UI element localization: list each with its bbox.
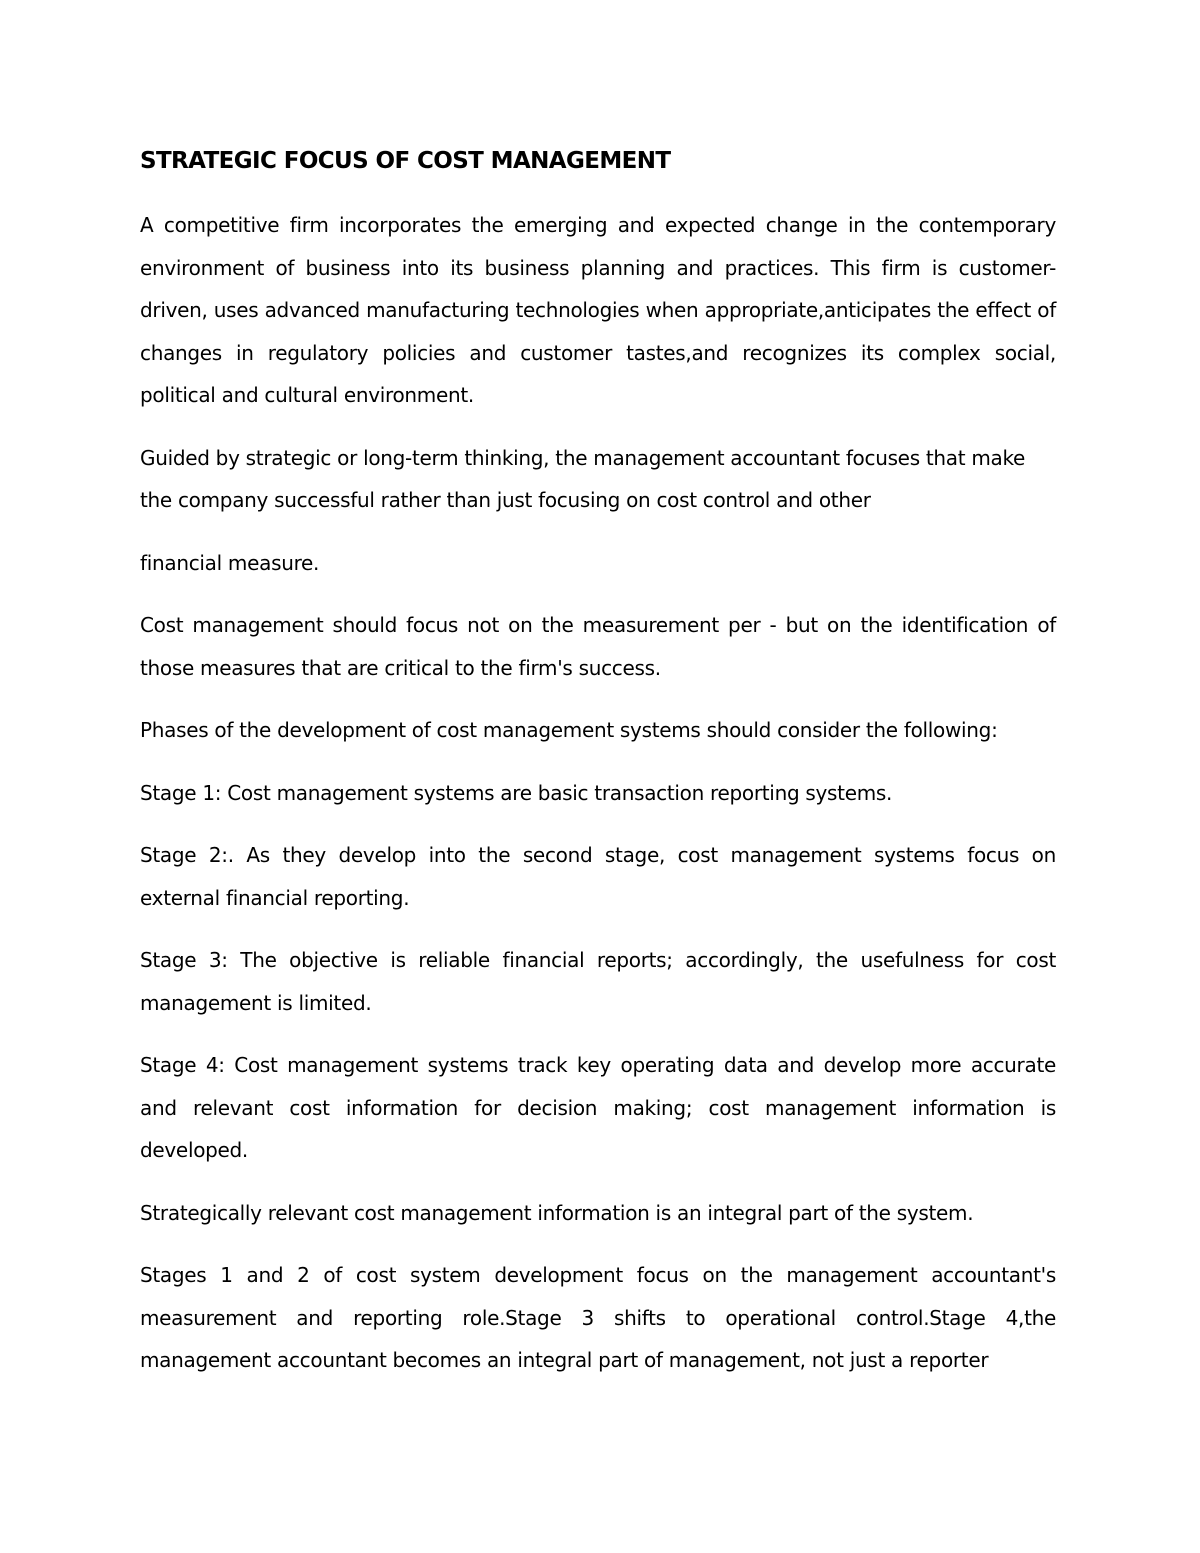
document-page [140,140,1056,1402]
paragraph-stage-1: Stage 1: Cost management systems are basic transaction reporting systems. [140,780,893,805]
paragraph-stages-summary: Stages 1 and 2 of cost system development focus on the management accountant's measurement and reporting role.Stage 3 shifts to operational control.Stage 4,the management accountant becomes an integral part of management, not just a reporter [140,1263,1056,1372]
document-title: STRATEGIC FOCUS OF COST MANAGEMENT [140,148,671,174]
paragraph-strategically-relevant: Strategically relevant cost management information is an integral part of the system. [140,1200,974,1225]
paragraph-strategic-thinking: Guided by strategic or long-term thinking, the management accountant focuses that make the company successful rather than just focusing on cost control and other [140,445,1026,512]
paragraph-phases-intro: Phases of the development of cost management systems should consider the following: [140,718,998,742]
paragraph-cost-management-focus: Cost management should focus not on the measurement per - but on the identification of those measures that are critical to the firm's success. [140,613,1056,680]
paragraph-stage-3: Stage 3: The objective is reliable financial reports; accordingly, the usefulness for cost management is limited. [140,948,1056,1015]
paragraph-financial-measure: financial measure. [140,550,320,575]
paragraph-competitive-firm: A competitive firm incorporates the emerging and expected change in the contemporary environment of business into its business planning and practices. This firm is customer-driven, uses advanced manufacturing technologies when appropriate,anticipates the effect of changes in regulatory policies and customer tastes,and recognizes its complex social, political and cultural environment. [140,213,1056,407]
paragraph-stage-2: Stage 2:. As they develop into the second stage, cost management systems focus on external financial reporting. [140,843,1056,910]
paragraph-stage-4: Stage 4: Cost management systems track key operating data and develop more accurate and relevant cost information for decision making; cost management information is developed. [140,1053,1056,1162]
